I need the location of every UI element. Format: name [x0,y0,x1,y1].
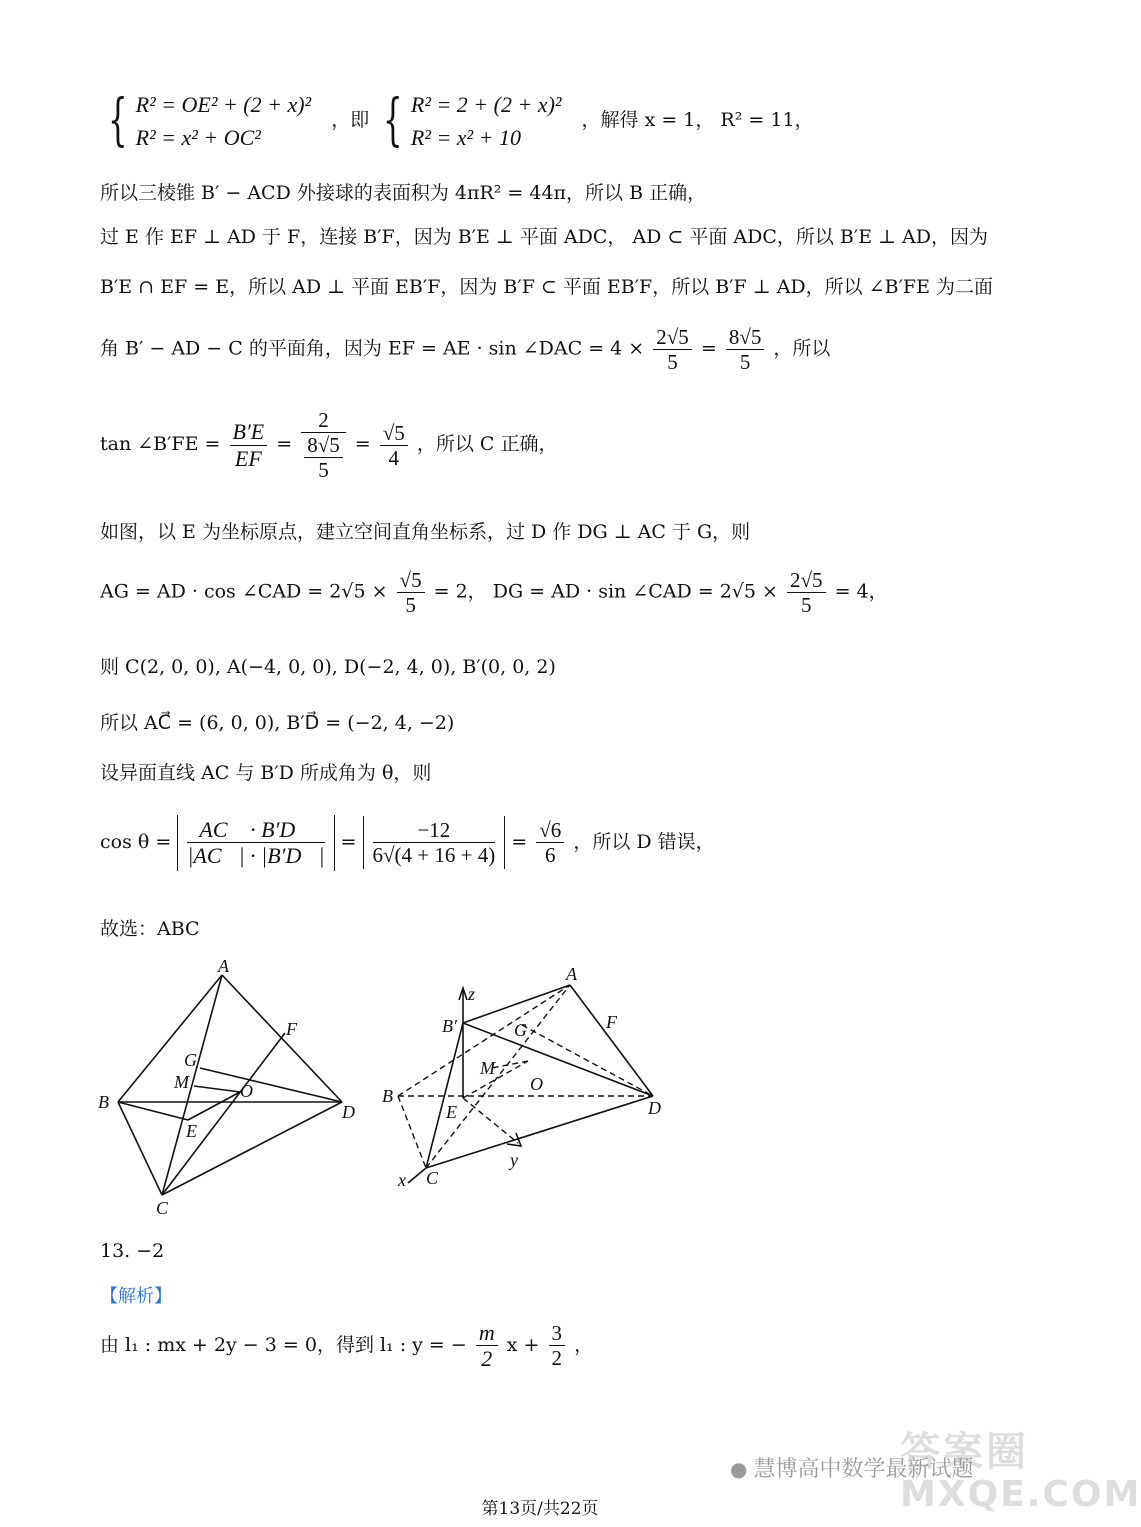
system2-eq2: R² = x² + 10 [410,125,521,150]
text-segment: tan ∠B′FE = [100,433,221,456]
numerator: √6 [536,818,564,843]
denominator: |AC⃗| · |B′D⃗| [187,843,325,869]
label-F: F [606,1012,617,1032]
label-M: M [480,1058,495,1078]
label-E: E [186,1121,197,1141]
label-G: G [184,1050,197,1070]
label-E: E [446,1102,457,1122]
text-line-fraction [100,815,715,871]
text-line: 所以三棱锥 B′ − ACD 外接球的表面积为 4πR² = 44π，所以 B 正确， [100,182,707,204]
compound-fraction [301,408,346,482]
label-B: B [382,1086,393,1106]
numerator: B′E [230,419,268,445]
fraction [230,419,268,471]
figure-pyramid-3d [378,958,678,1193]
denominator: 5 [405,593,416,618]
numerator: 2√5 [787,568,826,593]
fraction [536,818,564,867]
watermark [730,1452,973,1483]
label-G: G [514,1020,527,1040]
absolute-value [363,816,506,869]
label-D: D [648,1098,661,1118]
left-brace: { [108,88,128,153]
denominator: 5 [667,350,678,375]
denominator: 5 [801,593,812,618]
watermark-logo: 答案圈 [900,1429,1029,1475]
denominator: 6 [545,843,556,868]
denominator: EF [234,445,262,471]
text-line-fraction [100,1320,593,1372]
equation-system-line [100,88,814,154]
fraction [187,817,324,869]
axis-label-y: y [510,1150,518,1170]
denominator: 4 [388,445,400,470]
watermark-text: 慧博高中数学最新试题 [753,1457,974,1482]
text-segment: ，所以 [773,337,831,360]
fraction [373,818,496,867]
text-line: 所以 AC⃗ = (6, 0, 0), B′D⃗ = (−2, 4, −2) [100,712,455,734]
figure-pyramid-flat [90,950,380,1220]
denominator: 5 [318,458,329,483]
fraction [549,1321,566,1370]
label-O: O [530,1074,543,1094]
fraction [653,325,692,374]
label-B: B [98,1092,109,1112]
label-A: A [218,956,229,976]
page-footer: 第13页/共22页 [481,1499,599,1519]
text-segment: ，所以 C 正确， [416,433,558,456]
text-line-fraction [100,568,888,617]
text-line: 则 C(2, 0, 0), A(−4, 0, 0), D(−2, 4, 0), B′(0, 0, 2) [100,656,556,678]
left-brace: { [383,88,403,153]
wechat-icon: ● [730,1457,748,1481]
text-line: 设异面直线 AC 与 B′D 所成角为 θ，则 [100,762,432,784]
text-segment: ，所以 D 错误， [573,830,715,853]
system1-eq1: R² = OE² + (2 + x)² [135,92,312,117]
system2-eq1: R² = 2 + (2 + x)² [410,92,562,117]
fraction [397,568,425,617]
text-line: 过 E 作 EF ⊥ AD 于 F，连接 B′F，因为 B′E ⊥ 平面 ADC， AD ⊂ 平面 ADC，所以 B′E ⊥ AD，因为 [100,226,988,248]
numerator: m [476,1320,498,1346]
text-segment: 角 B′ − AD − C 的平面角，因为 EF = AE · sin ∠DAC = 4 × [100,337,645,360]
text-segment: = [511,830,528,853]
text-line-fraction [100,408,557,482]
denominator [301,433,346,482]
text-segment: = [276,433,293,456]
system-1 [136,88,312,154]
fraction [787,568,826,617]
numerator: √5 [380,421,408,446]
absolute-value [177,815,334,871]
label-F: F [286,1019,297,1039]
label-D: D [342,1102,355,1122]
text-segment: 由 l₁ : mx + 2y − 3 = 0，得到 l₁ : y = − [100,1333,467,1356]
numerator: 2√5 [653,325,692,350]
text-segment: AG = AD · cos ∠CAD = 2√5 × [100,580,388,603]
watermark-logo-url: MXQE.COM [900,1474,1141,1515]
numerator: −12 [373,818,496,843]
denominator: 6√(4 + 16 + 4) [372,843,496,868]
label-B-prime: B′ [442,1016,457,1036]
numerator: 2 [301,408,346,433]
analysis-tag: 【解析】 [100,1286,172,1307]
text-line: 如图，以 E 为坐标原点，建立空间直角坐标系，过 D 作 DG ⊥ AC 于 G，则 [100,521,751,543]
numerator: AC⃗ · B′D⃗ [187,817,324,843]
answer-choice: 故选：ABC [100,918,200,940]
text-segment: ， [574,1333,594,1356]
text-segment: = [354,433,371,456]
text-segment: x + [506,1333,540,1356]
axis-label-x: x [398,1170,406,1190]
text-line: B′E ∩ EF = E，所以 AD ⊥ 平面 EB′F，因为 B′F ⊂ 平面 EB′F，所以 B′F ⊥ AD，所以 ∠B′FE 为二面 [100,276,993,298]
label-A: A [566,964,577,984]
axis-label-z: z [468,984,476,1004]
system1-eq2: R² = x² + OC² [135,125,261,150]
inner-fraction [304,433,343,482]
text-segment: = 4， [834,580,888,603]
text-segment: cos θ = [100,830,172,853]
text-line-fraction [100,325,830,374]
numerator: √5 [397,568,425,593]
denominator: 2 [551,1346,563,1371]
numerator: 3 [549,1321,566,1346]
label-C: C [156,1198,169,1218]
solve-text: ，解得 x = 1， R² = 11， [581,109,814,131]
fraction [476,1320,498,1372]
numerator: 8√5 [304,433,343,458]
label-M: M [174,1072,189,1092]
connector-text: ，即 [331,109,370,131]
numerator: 8√5 [726,325,765,350]
question-number: 13. −2 [100,1240,165,1262]
label-O: O [240,1081,253,1101]
text-segment: = [700,337,717,360]
text-segment: = 2， DG = AD · sin ∠CAD = 2√5 × [433,580,778,603]
denominator: 5 [739,350,751,375]
fraction [380,421,408,470]
label-C: C [426,1168,439,1188]
system-2 [411,88,562,154]
denominator: 2 [481,1346,493,1372]
fraction [726,325,765,374]
text-segment: = [340,830,357,853]
